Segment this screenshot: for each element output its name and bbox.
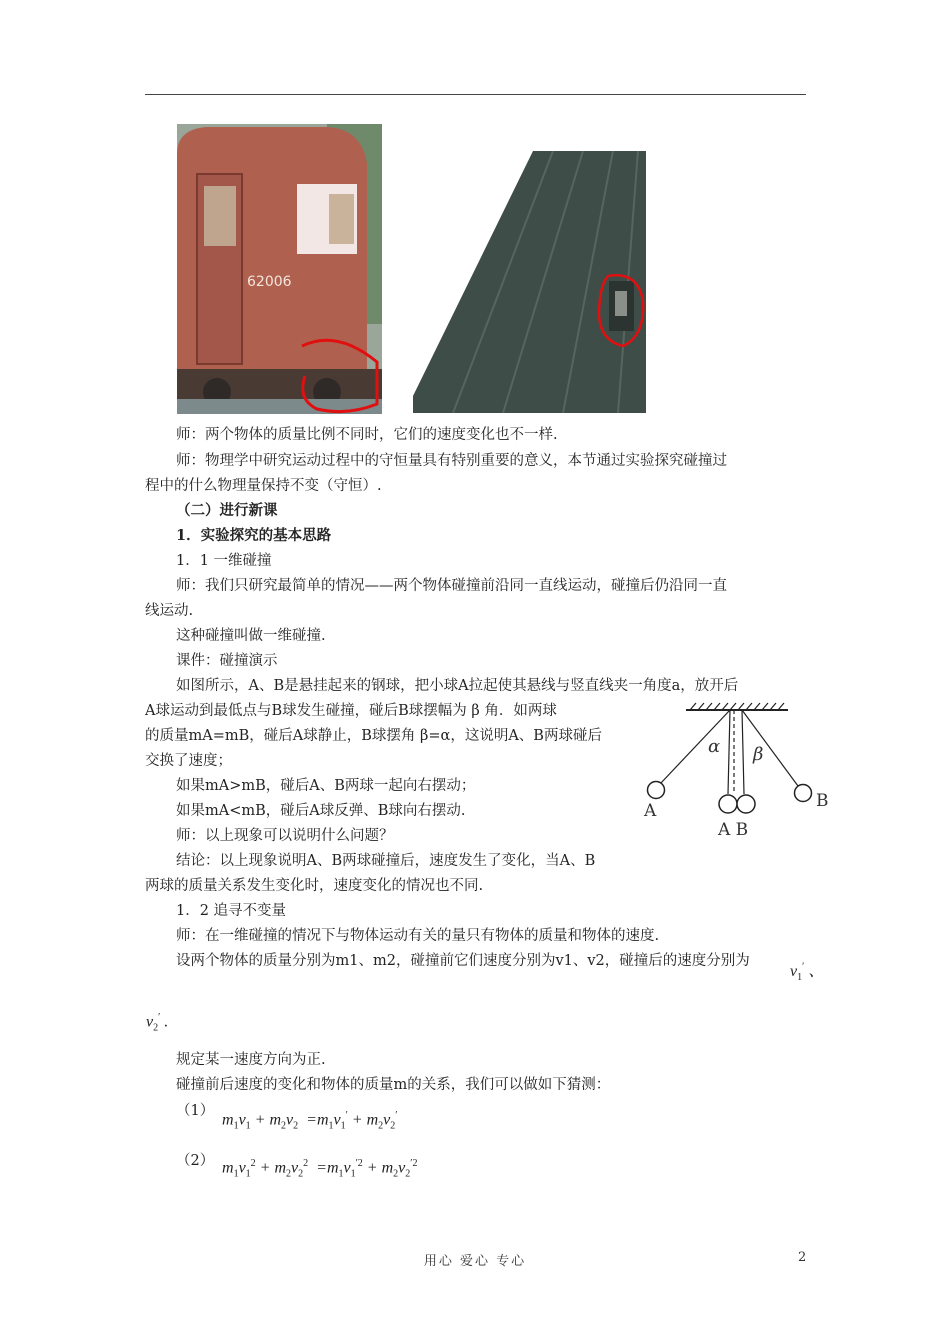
text-line-7: 师：我们只研究最简单的情况——两个物体碰撞前沿同一直线运动，碰撞后仍沿同一直 (176, 578, 727, 594)
text-line-2: 师：物理学中研究运动过程中的守恒量具有特别重要的意义，本节通过实验探究碰撞过 (176, 453, 727, 469)
formula-momentum: $m_1v_1 + m_2v_2 =m_1v_1' + m_2v_2'$ (222, 1110, 398, 1132)
section-heading: （二）进行新课 (176, 502, 278, 519)
text-line-11: 如图所示，A、B是悬挂起来的钢球，把小球A拉起使其悬线与竖直线夹一角度a，放开后 (176, 678, 739, 694)
text-line-1: 师：两个物体的质量比例不同时，它们的速度变化也不一样. (176, 427, 558, 443)
text-line-21: 师：在一维碰撞的情况下与物体运动有关的量只有物体的质量和物体的速度. (176, 928, 660, 944)
text-line-17: 师：以上现象可以说明什么问题？ (176, 828, 394, 844)
symbol-v1-prime: $v_1'$ 、 (790, 961, 825, 984)
ball-ab-label: A B (718, 820, 749, 840)
formula-1-label: （1） (176, 1103, 215, 1119)
alpha-label: α (708, 736, 721, 757)
footer-text: 用心 爱心 专心 (423, 1254, 527, 1269)
page-number: 2 (798, 1250, 807, 1265)
text-line-13: 的质量mA=mB，碰后A球静止，B球摆角 β=α，这说明A、B两球碰后 (145, 728, 602, 744)
pendulum-figure (638, 700, 838, 845)
text-line-12: A球运动到最低点与B球发生碰撞，碰后B球摆幅为 β 角．如两球 (145, 703, 557, 719)
text-line-20: 1．2 追寻不变量 (176, 903, 287, 919)
text-line-15: 如果mA>mB，碰后A、B两球一起向右摆动； (176, 778, 476, 794)
text-line-19: 两球的质量关系发生变化时，速度变化的情况也不同. (145, 878, 484, 894)
subsection-heading: 1．实验探究的基本思路 (176, 527, 332, 544)
formula-energy: $m_1v_1^2 + m_2v_2^2 =m_1v_1^{'2} + m_2v_2^{'2}$ (222, 1158, 418, 1180)
symbol-v2-prime: $v_2'$ . (146, 1012, 169, 1034)
text-line-24: 碰撞前后速度的变化和物体的质量m的关系，我们可以做如下猜测： (176, 1077, 611, 1093)
text-line-16: 如果mA<mB，碰后A球反弹、B球向右摆动. (176, 803, 466, 819)
red-railcar-photo (177, 124, 382, 414)
text-line-22: 设两个物体的质量分别为m1、m2，碰撞前它们速度分别为v1、v2，碰撞后的速度分别为 (176, 953, 750, 969)
text-line-18: 结论：以上现象说明A、B两球碰撞后，速度发生了变化，当A、B (176, 853, 596, 869)
text-line-23: 规定某一速度方向为正. (176, 1052, 326, 1068)
ball-b-label: B (816, 791, 829, 811)
header-rule (145, 94, 806, 95)
text-line-3: 程中的什么物理量保持不变（守恒）. (145, 478, 382, 494)
svg-text:62006: 62006 (247, 274, 292, 290)
ball-a-label: A (644, 801, 657, 821)
text-line-8: 线运动. (145, 603, 194, 619)
beta-label: β (753, 744, 764, 765)
freight-car-photo (413, 151, 646, 413)
text-line-10: 课件：碰撞演示 (176, 653, 278, 669)
text-line-14: 交换了速度； (145, 753, 232, 769)
text-line-9: 这种碰撞叫做一维碰撞. (176, 628, 326, 644)
text-line-6: 1．1 一维碰撞 (176, 553, 272, 569)
formula-2-label: （2） (176, 1153, 215, 1169)
